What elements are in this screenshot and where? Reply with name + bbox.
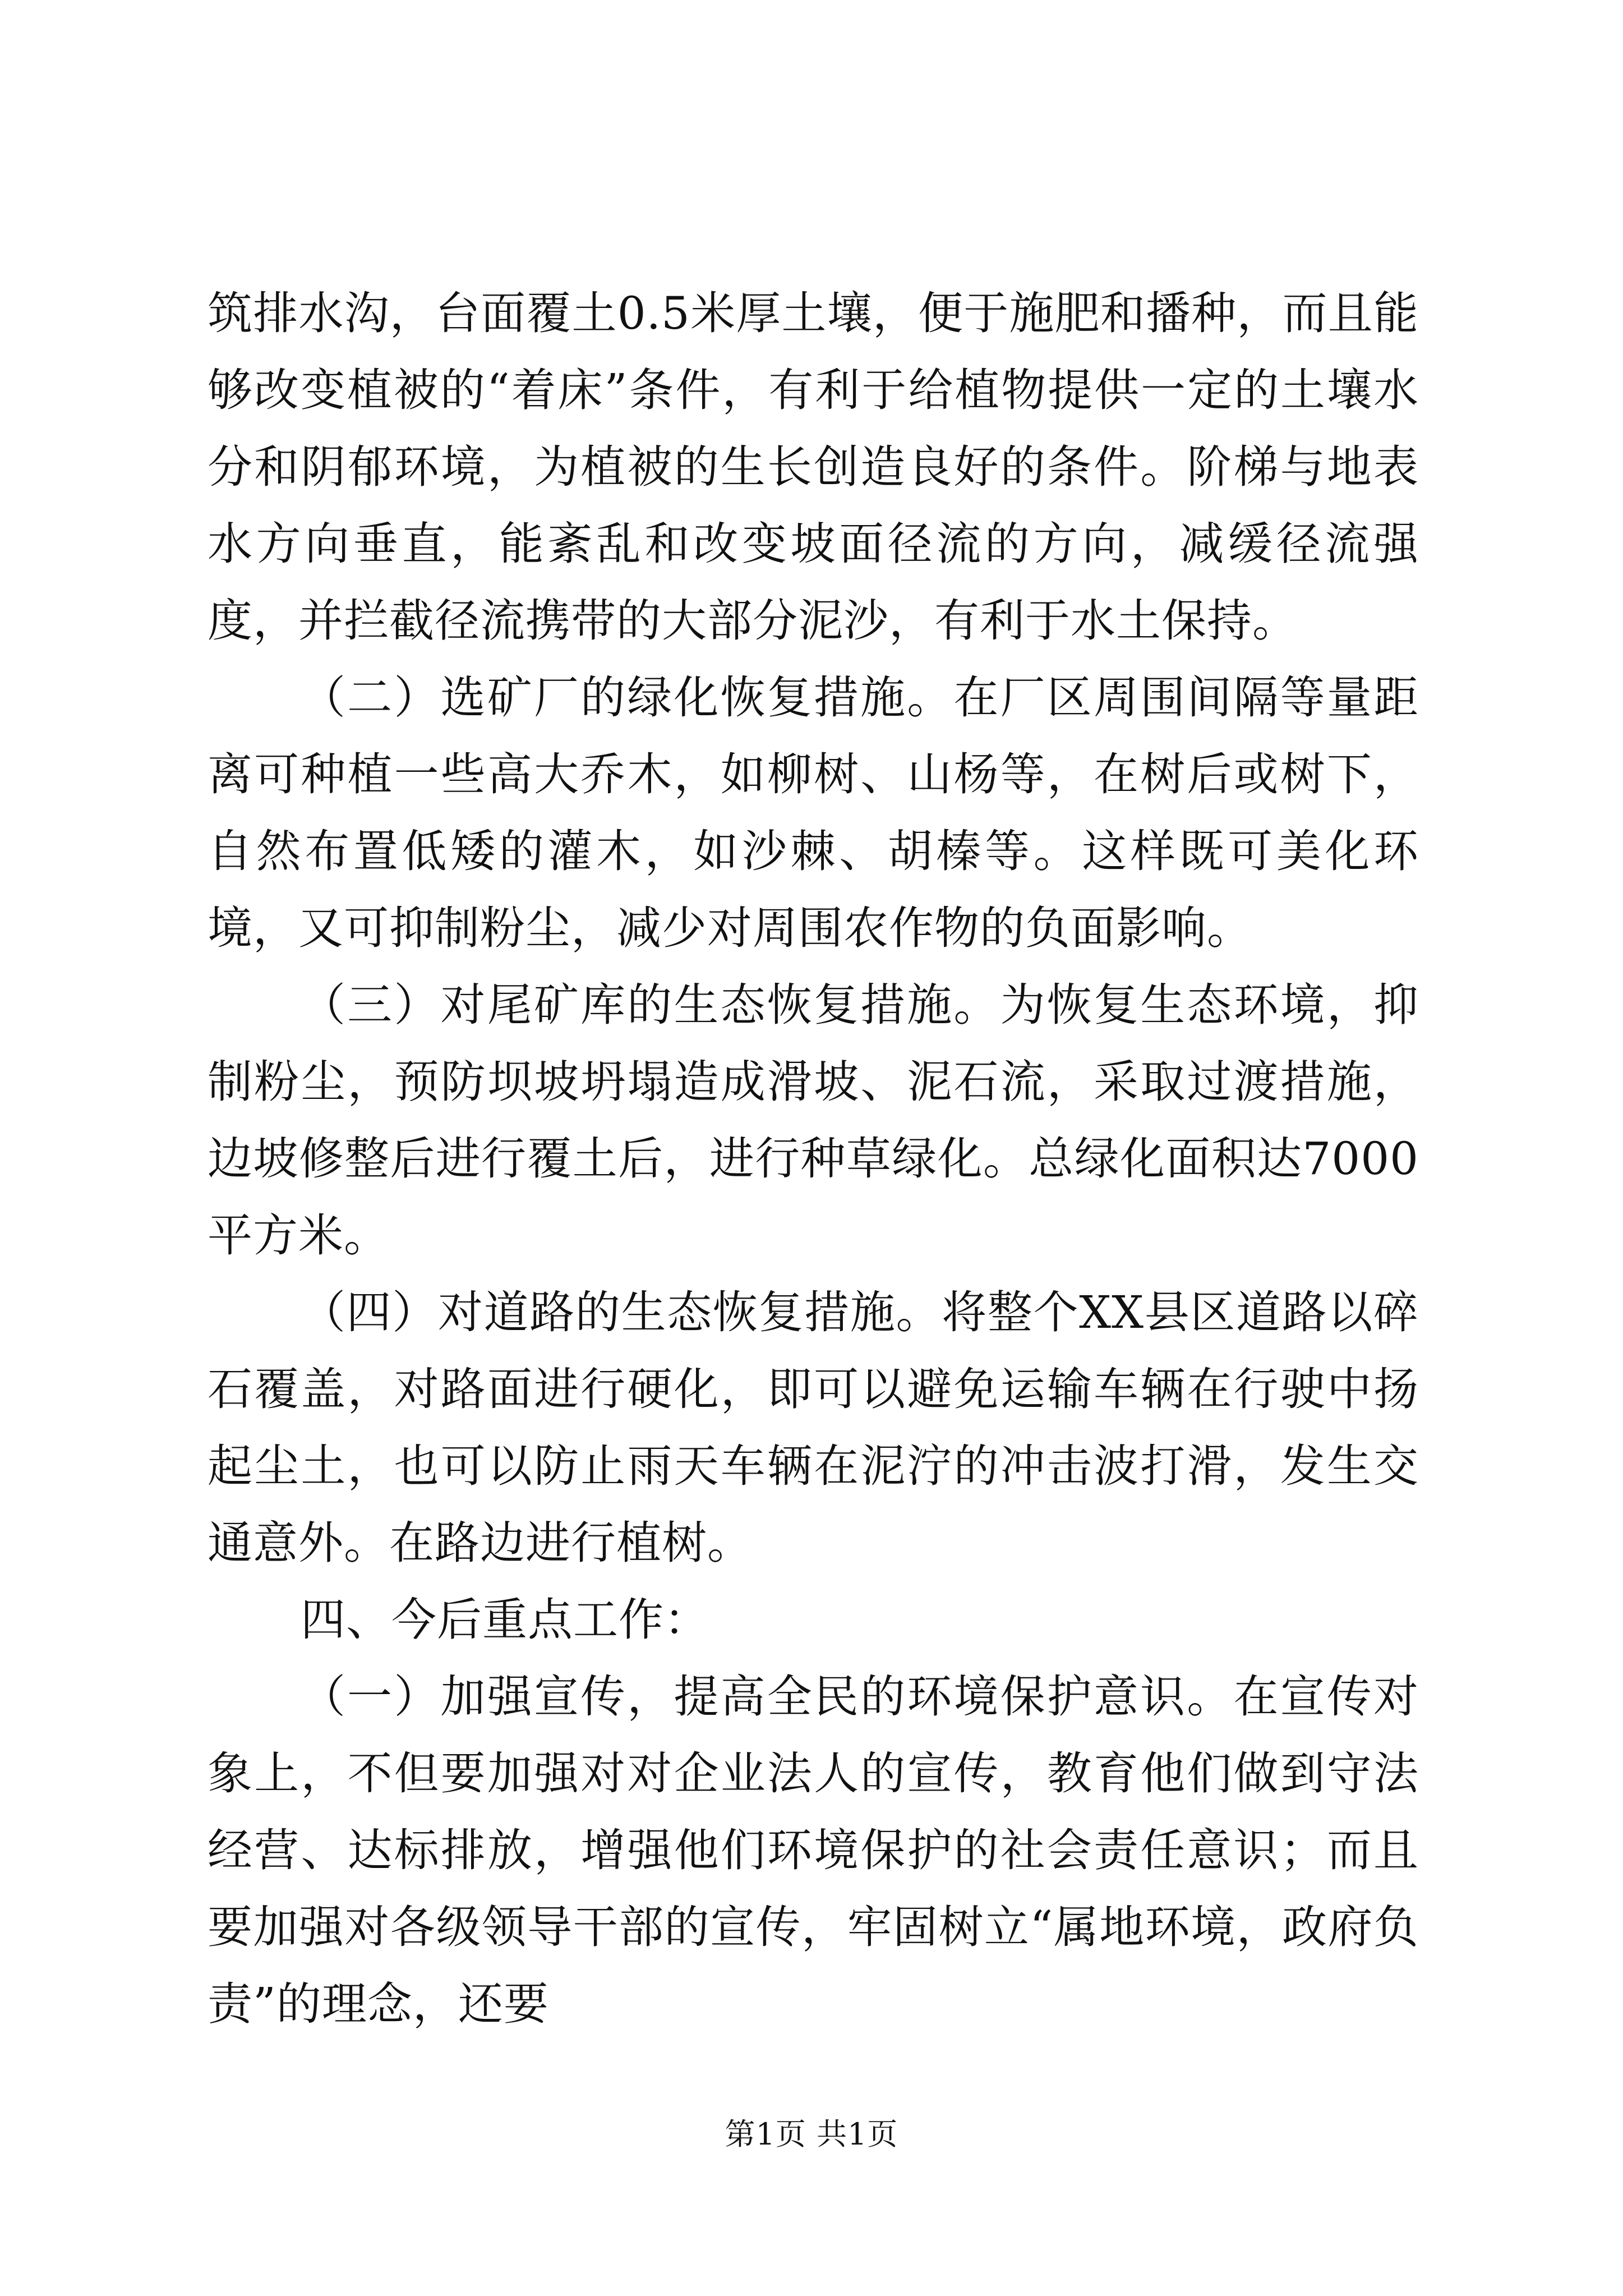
paragraph-4: （四）对道路的生态恢复措施。将整个XX县区道路以碎石覆盖，对路面进行硬化，即可以避免运输车辆在行驶中扬起尘土，也可以防止雨天车辆在泥泞的冲击波打滑，发生交通意外。在路边进行植树。 bbox=[208, 1286, 1419, 1569]
paragraph-3: （三）对尾矿库的生态恢复措施。为恢复生态环境，抑制粉尘，预防坝坡坍塌造成滑坡、泥石流，采取过渡措施，边坡修整后进行覆土后，进行种草绿化。总绿化面积达7000平方米。 bbox=[208, 979, 1419, 1262]
section-heading-4: 四、今后重点工作： bbox=[301, 1594, 709, 1646]
paragraph-2: （二）选矿厂的绿化恢复措施。在厂区周围间隔等量距离可种植一些高大乔木，如柳树、山杨等，在树后或树下，自然布置低矮的灌木，如沙棘、胡榛等。这样既可美化环境，又可抑制粉尘，减少对周围农作物的负面影响。 bbox=[208, 671, 1419, 954]
paragraph-5: （一）加强宣传，提高全民的环境保护意识。在宣传对象上，不但要加强对对企业法人的宣传，教育他们做到守法经营、达标排放，增强他们环境保护的社会责任意识；而且要加强对各级领导干部的宣传，牢固树立“属地环境，政府负责”的理念，还要 bbox=[208, 1671, 1419, 2030]
body-text bbox=[208, 275, 1419, 2042]
page-footer: 第1页 共1页 bbox=[725, 2116, 898, 2152]
paragraph-1: 筑排水沟，台面覆土0.5米厚土壤，便于施肥和播种，而且能够改变植被的“着床”条件，有利于给植物提供一定的土壤水分和阴郁环境，为植被的生长创造良好的条件。阶梯与地表水方向垂直，能紊乱和改变坡面径流的方向，减缓径流强度，并拦截径流携带的大部分泥沙，有利于水土保持。 bbox=[208, 287, 1419, 647]
